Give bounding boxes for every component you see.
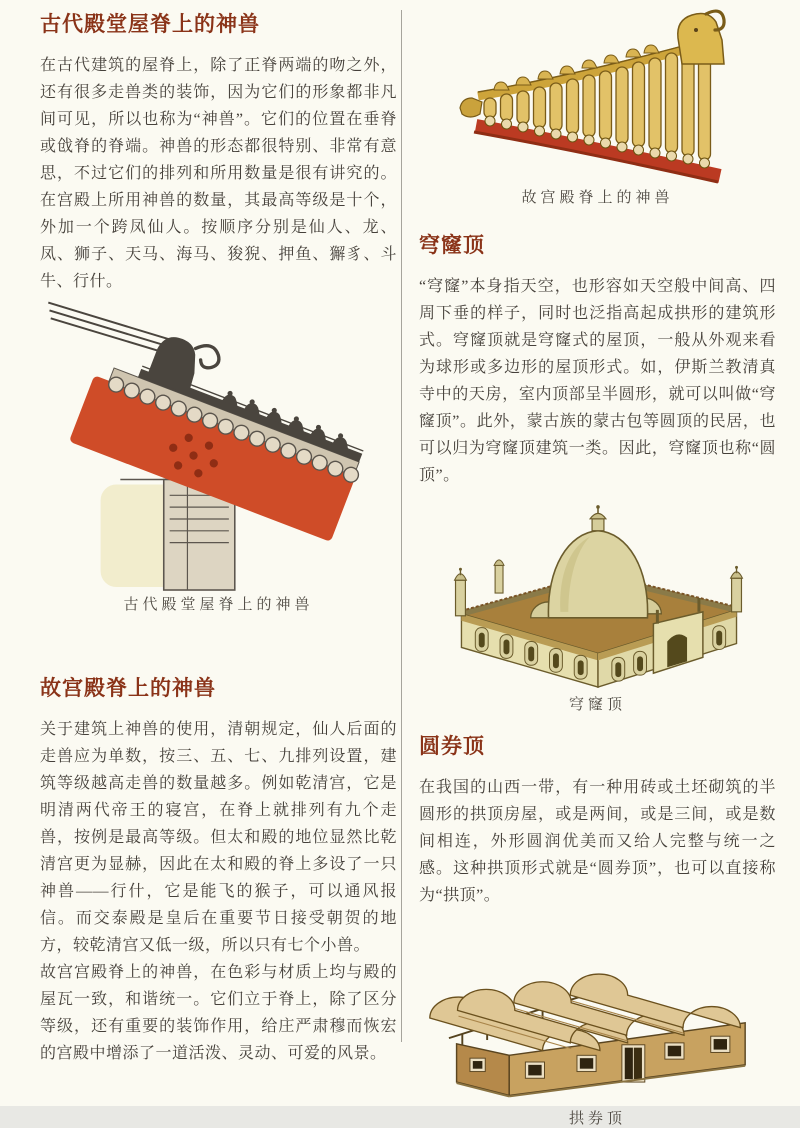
paragraph-yuanquan: 在我国的山西一带，有一种用砖或土坯砌筑的半圆形的拱顶房屋，或是两间，或是三间，或是数间相连，外形圆润优美而又给人完整与统一之感。这种拱顶形式就是“圆券顶”，也可以直接称为“拱顶”。 <box>419 779 776 904</box>
dragon-head-ornament <box>677 11 723 64</box>
column-divider <box>401 10 402 1042</box>
heading-yuanquan: 圆券顶 <box>419 735 485 758</box>
side-window <box>469 1058 484 1071</box>
gugong-gold-ridge-illustration <box>420 6 776 184</box>
paragraph-gugong-roof-beasts-1: 关于建筑上神兽的使用，清朝规定，仙人后面的走兽应为单数，按三、五、七、九排列设置，建筑等级越高走兽的数量越多。例如乾清宫，它是明清两代帝王的寝宫，在脊上就排列有九个走兽，按例是最高等级。但太和殿的地位显然比乾清宫更为显赫，因此在太和殿的脊上多设了一只神兽——行什，它是能飞的猴子，可以通风报信。而交泰殿是皇后在重要节日接受朝贺的地方，较乾清宫又低一级，所以只有七个小兽。 <box>40 721 397 954</box>
left-column <box>40 12 397 1067</box>
left-end-beast <box>460 98 482 117</box>
figure-vaults <box>419 933 776 1105</box>
right-column <box>419 6 776 1128</box>
dome-building-illustration <box>420 503 776 691</box>
heading-ancient-roof-beasts: 古代殿堂屋脊上的神兽 <box>40 13 260 36</box>
heading-gugong-roof-beasts: 故宫殿脊上的神兽 <box>40 677 216 700</box>
front-door <box>621 1045 644 1082</box>
figure-ancient-ridge <box>40 295 397 591</box>
paragraph-ancient-roof-beasts: 在古代建筑的屋脊上，除了正脊两端的吻之外，还有很多走兽类的装饰，因为它们的形象都非凡间可见，所以也称为“神兽”。它们的位置在垂脊或戗脊的脊端。神兽的形态都很特别、非常有意思，不过它们的排列和所用数量是很有讲究的。在宫殿上所用神兽的数量，其最高等级是十个，外加一个跨凤仙人。按顺序分别是仙人、龙、凤、狮子、天马、海马、狻猊、押鱼、獬豸、斗牛、行什。 <box>40 57 397 290</box>
caption-dome: 穹窿顶 <box>568 697 626 713</box>
caption-gugong-ridge: 故宫殿脊上的神兽 <box>521 190 674 206</box>
paragraph-qionglong: “穹窿”本身指天空，也形容如天空般中间高、四周下垂的样子，同时也泛指高起成拱形的建筑形式。穹窿顶就是穹窿式的屋顶，一般从外观来看为球形或多边形的屋顶形式。如，伊斯兰教清真寺中的天房，室内顶部呈半圆形，就可以叫做“穹窿顶”。此外，蒙古族的蒙古包等圆顶的民居，也可以归为穹窿顶建筑一类。因此，穹窿顶也称“圆顶”。 <box>419 278 776 484</box>
paragraph-gugong-roof-beasts-2: 故宫宫殿脊上的神兽，在色彩与材质上均与殿的屋瓦一致，和谐统一。它们立于脊上，除了区分等级，还有重要的装饰作用，给庄严肃穆而恢宏的宫殿中增添了一道活泼、灵动、可爱的风景。 <box>40 964 397 1062</box>
figure-dome <box>419 503 776 691</box>
ancient-ridge-illustration <box>41 295 397 591</box>
caption-vaults: 拱券顶 <box>568 1111 626 1127</box>
caption-ancient-ridge: 古代殿堂屋脊上的神兽 <box>123 597 314 613</box>
barrel-vault-house-illustration <box>420 933 776 1105</box>
heading-qionglong: 穹窿顶 <box>419 234 485 257</box>
figure-gugong-ridge <box>419 6 776 184</box>
